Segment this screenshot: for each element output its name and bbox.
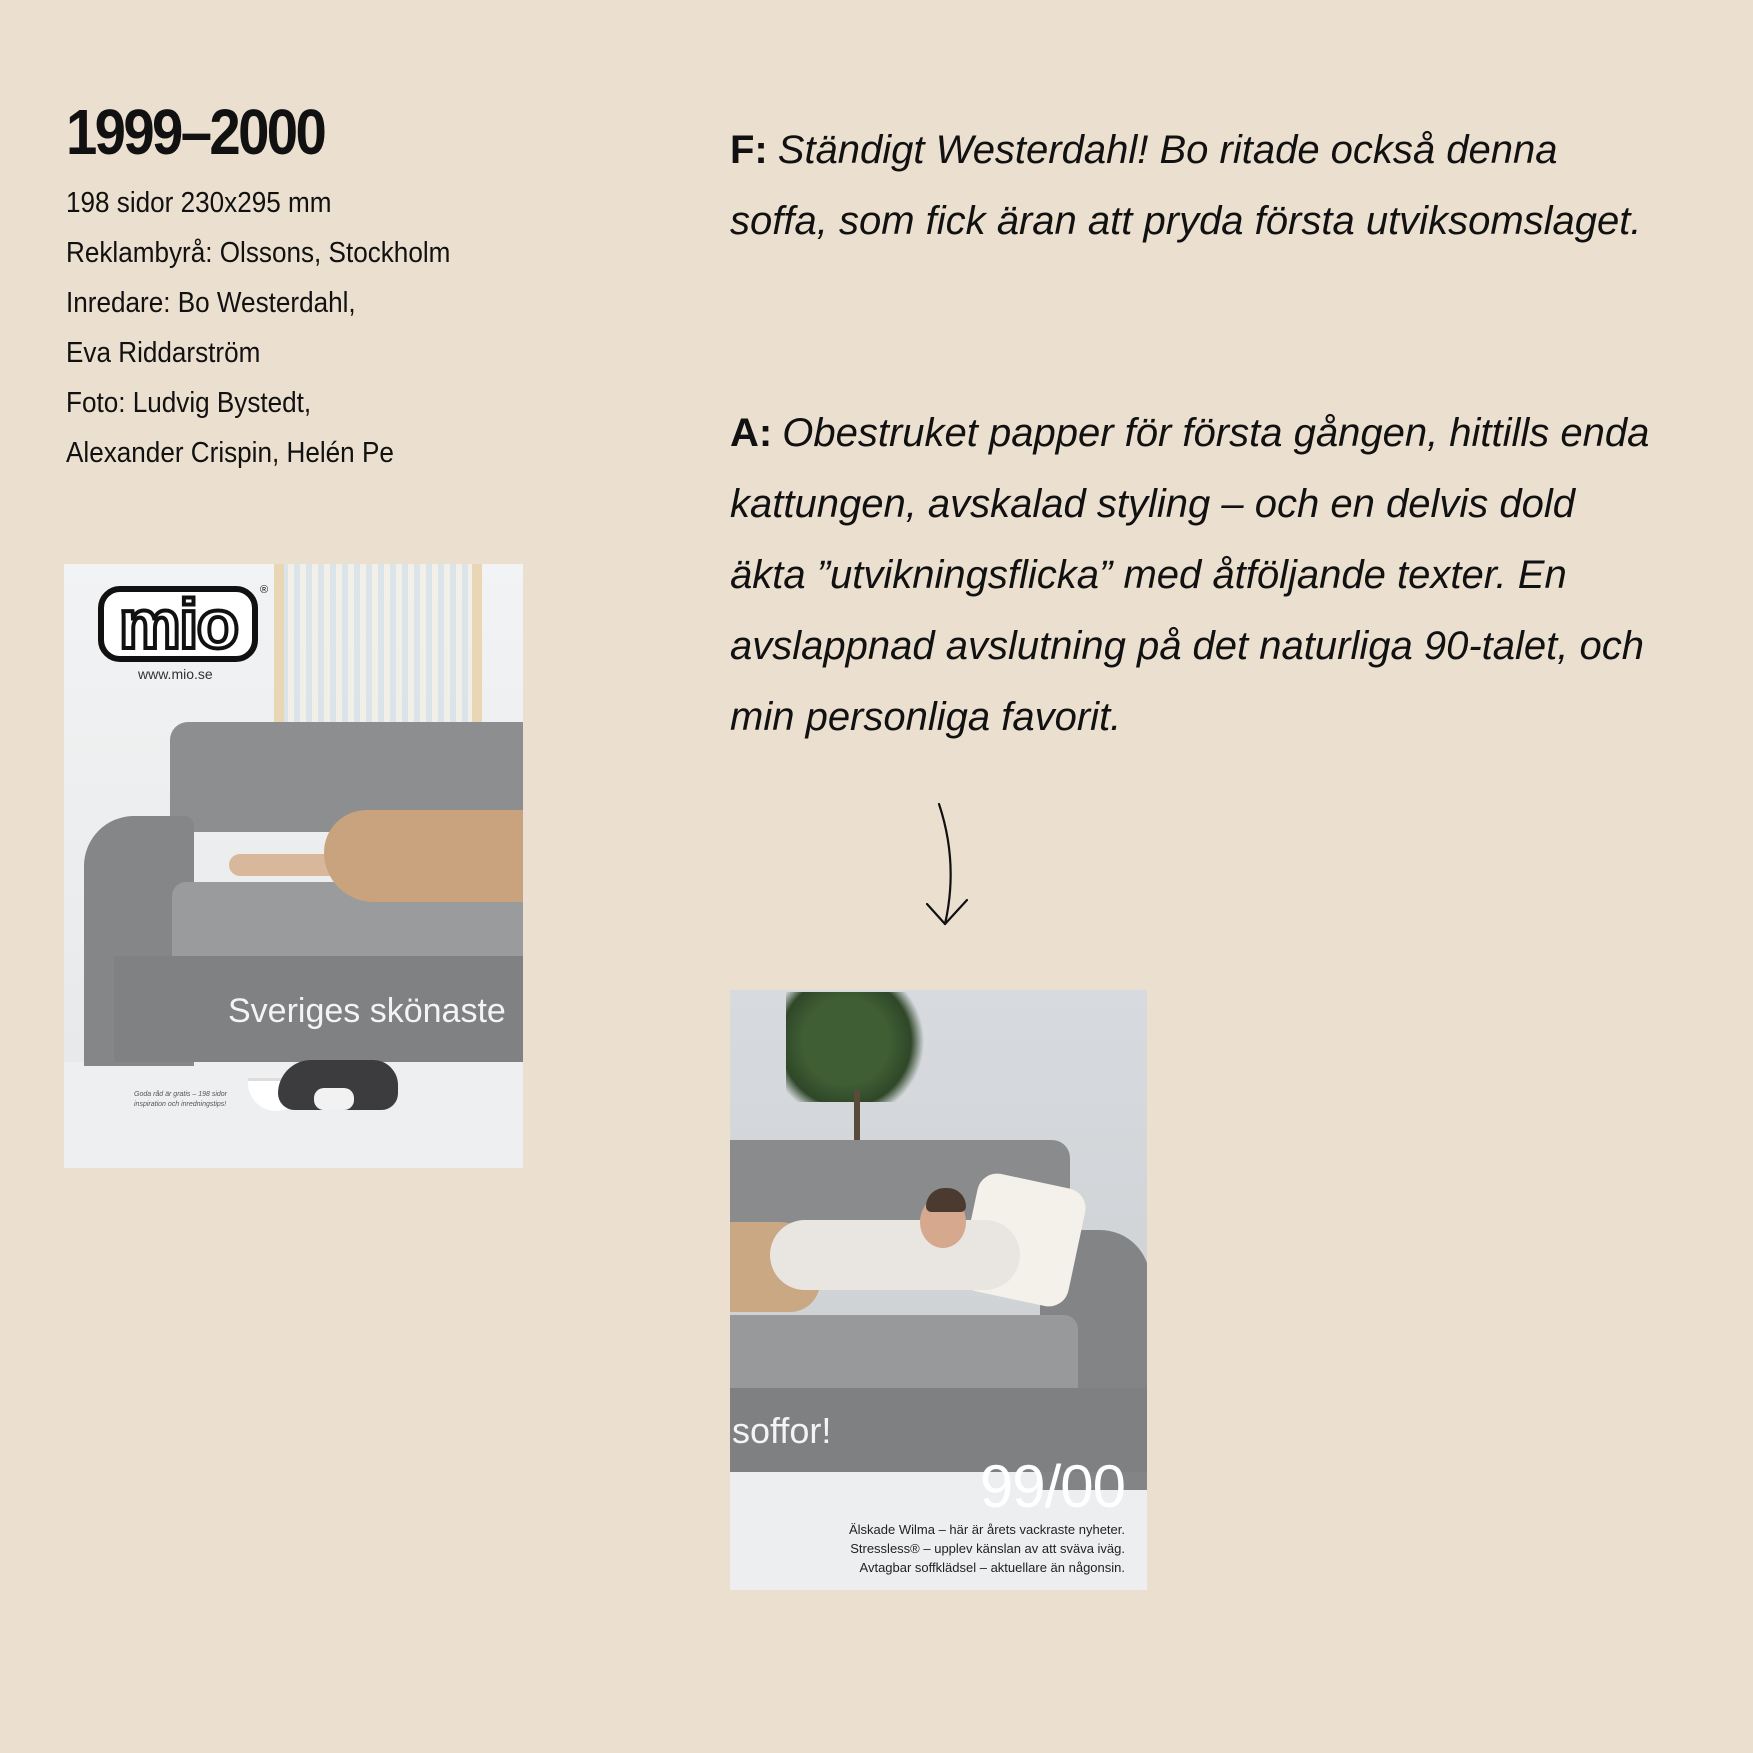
cover-small-print: Goda råd är gratis – 198 sidor inspiration och inredningstips! bbox=[134, 1091, 227, 1108]
meta-line: Reklambyrå: Olssons, Stockholm bbox=[66, 237, 451, 269]
speaker-label: F: bbox=[730, 128, 768, 172]
catalog-cover-front bbox=[64, 564, 523, 1168]
meta-line: Inredare: Bo Westerdahl, bbox=[66, 287, 356, 319]
catalog-cover-foldout bbox=[730, 990, 1147, 1590]
hand-drawn-down-arrow-icon bbox=[915, 800, 985, 935]
person-leg bbox=[229, 854, 339, 876]
meta-line: Alexander Crispin, Helén Pe bbox=[66, 437, 394, 469]
commentary-a bbox=[730, 398, 1660, 753]
catalog-year: 1999–2000 bbox=[66, 96, 325, 168]
commentary-f bbox=[730, 115, 1660, 257]
meta-line: Foto: Ludvig Bystedt, bbox=[66, 387, 312, 419]
mio-logo: mio bbox=[98, 586, 258, 662]
tree bbox=[786, 992, 936, 1102]
cover-issue: 99/00 bbox=[979, 1453, 1125, 1520]
cover-text-line: Avtagbar soffklädsel – aktuellare än någonsin. bbox=[859, 1560, 1125, 1575]
commentary-text: Obestruket papper för första gången, hittills enda kattungen, avskalad styling – och en delvis dold äkta ”utvikningsflicka” med åtföljande texter. En avslappnad avslutning på det naturliga 90-talet, och min personliga favorit. bbox=[730, 411, 1650, 739]
cover-text-line: Älskade Wilma – här är årets vackraste nyheter. bbox=[848, 1522, 1125, 1537]
commentary-text: Ständigt Westerdahl! Bo ritade också denna soffa, som fick äran att pryda första utviksomslaget. bbox=[730, 128, 1642, 243]
registered-mark: ® bbox=[260, 584, 269, 596]
blanket bbox=[324, 810, 523, 902]
reclining-woman bbox=[770, 1220, 1020, 1290]
meta-line: 198 sidor 230x295 mm bbox=[66, 187, 332, 219]
catalog-meta bbox=[66, 96, 626, 478]
cover-url: www.mio.se bbox=[138, 666, 213, 682]
meta-line: Eva Riddarström bbox=[66, 337, 261, 369]
curtain bbox=[276, 564, 476, 722]
cover-text-line: Stressless® – upplev känslan av att sväva iväg. bbox=[850, 1541, 1125, 1556]
cover-text-lines bbox=[849, 1520, 1125, 1577]
speaker-label: A: bbox=[730, 411, 773, 455]
cover-tagline: soffor! bbox=[732, 1410, 832, 1451]
cover-tagline: Sveriges skönaste bbox=[228, 992, 506, 1030]
